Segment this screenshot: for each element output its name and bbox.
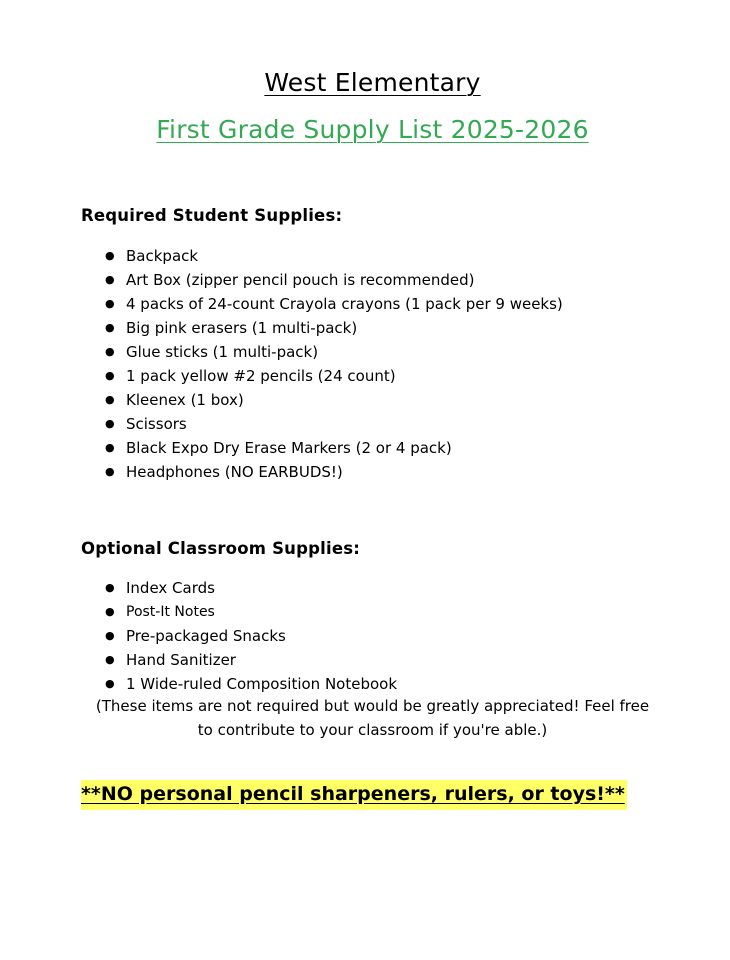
bullet-icon: ● bbox=[105, 297, 115, 310]
list-item-text: Art Box (zipper pencil pouch is recommended) bbox=[126, 271, 475, 289]
bullet-icon: ● bbox=[105, 465, 115, 478]
list-item-text: Headphones (NO EARBUDS!) bbox=[126, 463, 343, 481]
list-item-text: Scissors bbox=[126, 415, 187, 433]
bullet-icon: ● bbox=[105, 653, 115, 666]
supply-list-title: First Grade Supply List 2025-2026 bbox=[156, 115, 589, 144]
list-item-text: 4 packs of 24-count Crayola crayons (1 pack per 9 weeks) bbox=[126, 295, 563, 313]
bullet-icon: ● bbox=[105, 393, 115, 406]
bullet-icon: ● bbox=[105, 345, 115, 358]
no-personal-items-warning: **NO personal pencil sharpeners, rulers, or toys!** bbox=[81, 780, 627, 810]
bullet-icon: ● bbox=[105, 629, 115, 642]
list-item-text: Glue sticks (1 multi-pack) bbox=[126, 343, 319, 361]
bullet-icon: ● bbox=[105, 249, 115, 262]
list-item-text: 1 Wide-ruled Composition Notebook bbox=[126, 675, 398, 693]
optional-supplies-note: (These items are not required but would be greatly appreciated! Feel free to contribute to your classroom if you're able.) bbox=[95, 697, 650, 739]
bullet-icon: ● bbox=[105, 605, 115, 618]
list-item-text: Hand Sanitizer bbox=[126, 651, 236, 669]
list-item-text: 1 pack yellow #2 pencils (24 count) bbox=[126, 367, 396, 385]
optional-supplies-heading: Optional Classroom Supplies: bbox=[81, 539, 361, 558]
bullet-icon: ● bbox=[105, 441, 115, 454]
list-item-text: Kleenex (1 box) bbox=[126, 391, 244, 409]
school-name: West Elementary bbox=[264, 68, 481, 97]
bullet-icon: ● bbox=[105, 369, 115, 382]
bullet-icon: ● bbox=[105, 677, 115, 690]
list-item-text: Backpack bbox=[126, 247, 199, 265]
bullet-icon: ● bbox=[105, 321, 115, 334]
required-supplies-heading: Required Student Supplies: bbox=[81, 206, 343, 225]
list-item-text: Big pink erasers (1 multi-pack) bbox=[126, 319, 358, 337]
bullet-icon: ● bbox=[105, 273, 115, 286]
list-item-text: Index Cards bbox=[126, 579, 215, 597]
list-item-text: Black Expo Dry Erase Markers (2 or 4 pack) bbox=[126, 439, 452, 457]
list-item-text: Post-It Notes bbox=[126, 604, 215, 620]
list-item-text: Pre-packaged Snacks bbox=[126, 627, 286, 645]
bullet-icon: ● bbox=[105, 417, 115, 430]
bullet-icon: ● bbox=[105, 581, 115, 594]
